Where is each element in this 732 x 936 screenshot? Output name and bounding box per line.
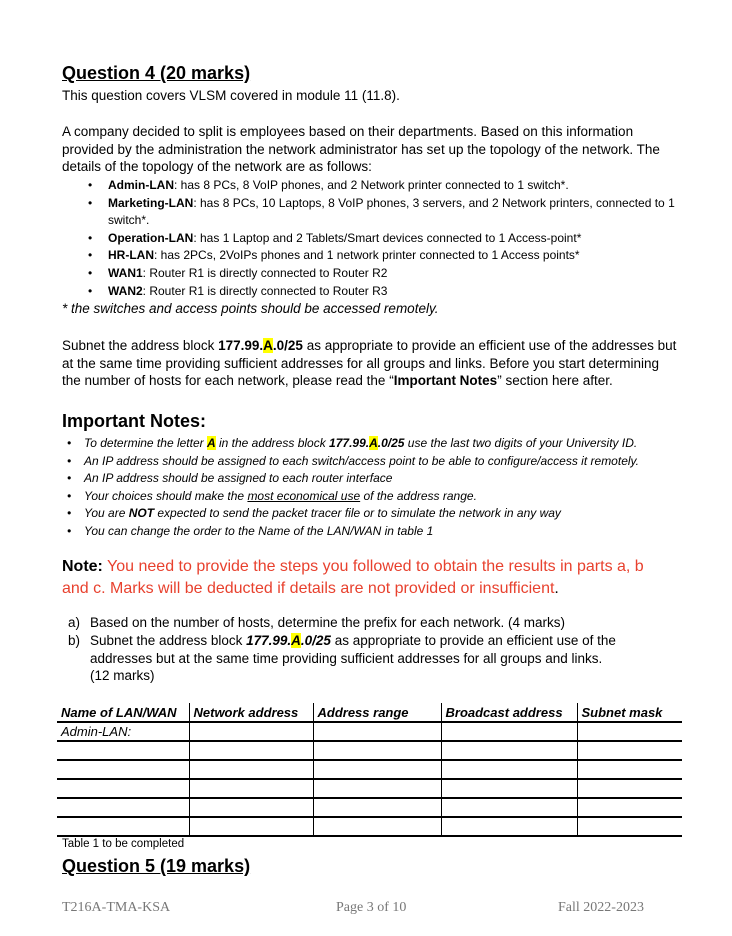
important-notes-ref: Important Notes <box>393 373 498 388</box>
note-warning-text: You need to provide the steps you followed to obtain the results in parts a, b and c. Marks will be deducted if details are not provided or insufficient <box>62 558 644 597</box>
address-part: .0/25 <box>272 338 303 353</box>
highlighted-letter: A <box>369 436 378 450</box>
table-cell <box>189 722 313 741</box>
text-span: . <box>554 580 559 597</box>
table-1 <box>57 703 682 837</box>
column-header: Subnet mask <box>577 703 682 722</box>
table-cell <box>577 779 682 798</box>
footer-right: Fall 2022-2023 <box>558 900 644 915</box>
table-cell <box>313 722 441 741</box>
table-cell <box>441 817 577 836</box>
text-span: You are <box>84 506 129 521</box>
table-cell <box>57 779 189 798</box>
list-item <box>62 435 682 453</box>
network-name: HR-LAN <box>108 248 154 263</box>
part-label: b) <box>68 633 81 648</box>
text-span: as appropriate to provide an efficient use of the addresses but at the same time providing sufficient addresses for all groups and links. Before you start determining the number of hosts for each network, please read the “ <box>62 338 677 388</box>
table-cell <box>313 817 441 836</box>
address-part: 177.99. <box>246 633 292 648</box>
address-part: 177.99. <box>329 436 370 450</box>
part-b <box>68 632 648 685</box>
table-cell <box>577 760 682 779</box>
list-item <box>62 247 678 265</box>
address-part: .0/25 <box>377 436 405 450</box>
column-header: Address range <box>313 703 441 722</box>
table-cell <box>313 798 441 817</box>
network-desc: : has 1 Laptop and 2 Tablets/Smart devices connected to 1 Access-point* <box>193 230 582 245</box>
table-cell <box>577 798 682 817</box>
footer-page-number: Page 3 of 10 <box>336 900 407 915</box>
important-notes-title: Important Notes: <box>62 411 206 431</box>
table-cell <box>577 722 682 741</box>
table-cell <box>189 741 313 760</box>
list-item <box>62 470 682 488</box>
network-list <box>62 177 678 300</box>
network-desc: : has 2PCs, 2VoIPs phones and 1 network printer connected to 1 Access points* <box>154 248 580 263</box>
list-item <box>62 523 682 541</box>
table-cell <box>189 798 313 817</box>
part-text: Based on the number of hosts, determine the prefix for each network. (4 marks) <box>90 615 565 630</box>
highlighted-letter: A <box>263 338 273 353</box>
address-part: 177.99. <box>218 338 264 353</box>
table-cell <box>189 760 313 779</box>
highlighted-letter: A <box>206 436 216 450</box>
text-span: in the address block <box>215 436 330 450</box>
network-name: Operation-LAN <box>108 230 194 245</box>
network-desc: : has 8 PCs, 8 VoIP phones, and 2 Network printer connected to 1 switch*. <box>174 178 569 192</box>
question-4-intro: This question covers VLSM covered in module 11 (11.8). <box>62 88 400 103</box>
table-cell <box>577 741 682 760</box>
highlighted-letter: A <box>291 633 301 648</box>
question-4-title: Question 4 (20 marks) <box>62 63 251 83</box>
column-header: Network address <box>189 703 313 722</box>
text-span: Subnet the address block <box>62 338 219 353</box>
text-span: ” section here after. <box>497 373 613 388</box>
question-5-title: Question 5 (19 marks) <box>62 856 251 876</box>
footer-left: T216A-TMA-KSA <box>62 900 171 915</box>
text-span: Your choices should make the <box>84 488 248 503</box>
text-span: To determine the letter <box>84 436 207 450</box>
list-item <box>62 505 682 523</box>
network-name: WAN1 <box>108 265 143 280</box>
table-cell <box>441 760 577 779</box>
note-paragraph <box>62 556 672 600</box>
table-cell: Admin-LAN: <box>57 722 189 741</box>
table-cell <box>441 779 577 798</box>
table-row <box>57 798 682 817</box>
network-desc: : Router R1 is directly connected to Router R3 <box>142 283 388 298</box>
table-cell <box>57 817 189 836</box>
list-item <box>62 195 678 230</box>
table-cell <box>189 817 313 836</box>
network-desc: : Router R1 is directly connected to Router R2 <box>142 265 388 280</box>
table-cell <box>57 798 189 817</box>
table-row <box>57 779 682 798</box>
list-item <box>62 230 678 248</box>
network-desc: : has 8 PCs, 10 Laptops, 8 VoIP phones, 3 servers, and 2 Network printers, connected to 1 switch*. <box>108 195 675 228</box>
text-span: of the address range. <box>360 488 477 503</box>
column-header: Broadcast address <box>441 703 577 722</box>
underlined-text: most economical use <box>247 488 361 503</box>
table-row <box>57 722 682 741</box>
table-cell <box>441 741 577 760</box>
part-a <box>68 614 668 632</box>
network-name: WAN2 <box>108 283 143 298</box>
table-cell <box>57 760 189 779</box>
list-item <box>62 177 678 195</box>
table-row <box>57 817 682 836</box>
text-span: An IP address should be assigned to each switch/access point to be able to configure/access it remotely. <box>84 453 639 468</box>
list-item <box>62 265 678 283</box>
text-span: You can change the order to the Name of the LAN/WAN in table 1 <box>84 523 434 538</box>
text-span: as appropriate to provide an efficient use of the addresses but at the same time providing sufficient addresses for all groups and links. <box>90 633 616 666</box>
table-cell <box>441 798 577 817</box>
text-span: An IP address should be assigned to each router interface <box>84 471 393 486</box>
table-cell <box>313 779 441 798</box>
table-cell <box>577 817 682 836</box>
network-name: Admin-LAN <box>108 178 174 192</box>
text-span: use the last two digits of your University ID. <box>404 436 638 450</box>
address-part: .0/25 <box>300 633 331 648</box>
list-item <box>62 283 678 301</box>
topology-paragraph: A company decided to split is employees based on their departments. Based on this information provided by the administration the network administrator has set up the topology of the network. The details of the topology of the network are as follows: <box>62 124 660 174</box>
table-row <box>57 760 682 779</box>
footnote: * the switches and access points should be accessed remotely. <box>62 301 439 316</box>
table-cell <box>57 741 189 760</box>
subnet-paragraph <box>62 337 678 390</box>
part-b-marks: (12 marks) <box>90 668 155 683</box>
text-span: expected to send the packet tracer file or to simulate the network in any way <box>154 506 561 521</box>
table-header-row <box>57 703 682 722</box>
column-header: Name of LAN/WAN <box>57 703 189 722</box>
table-cell <box>441 722 577 741</box>
table-cell <box>189 779 313 798</box>
table-cell <box>313 760 441 779</box>
table-caption: Table 1 to be completed <box>62 838 185 850</box>
part-label: a) <box>68 615 81 630</box>
list-item <box>62 488 682 506</box>
text-span: Subnet the address block <box>90 633 247 648</box>
bold-text: NOT <box>128 506 155 521</box>
table-row <box>57 741 682 760</box>
important-notes-list <box>62 435 682 541</box>
network-name: Marketing-LAN <box>108 195 194 210</box>
table-cell <box>313 741 441 760</box>
note-label: Note: <box>62 558 103 575</box>
list-item <box>62 453 682 471</box>
